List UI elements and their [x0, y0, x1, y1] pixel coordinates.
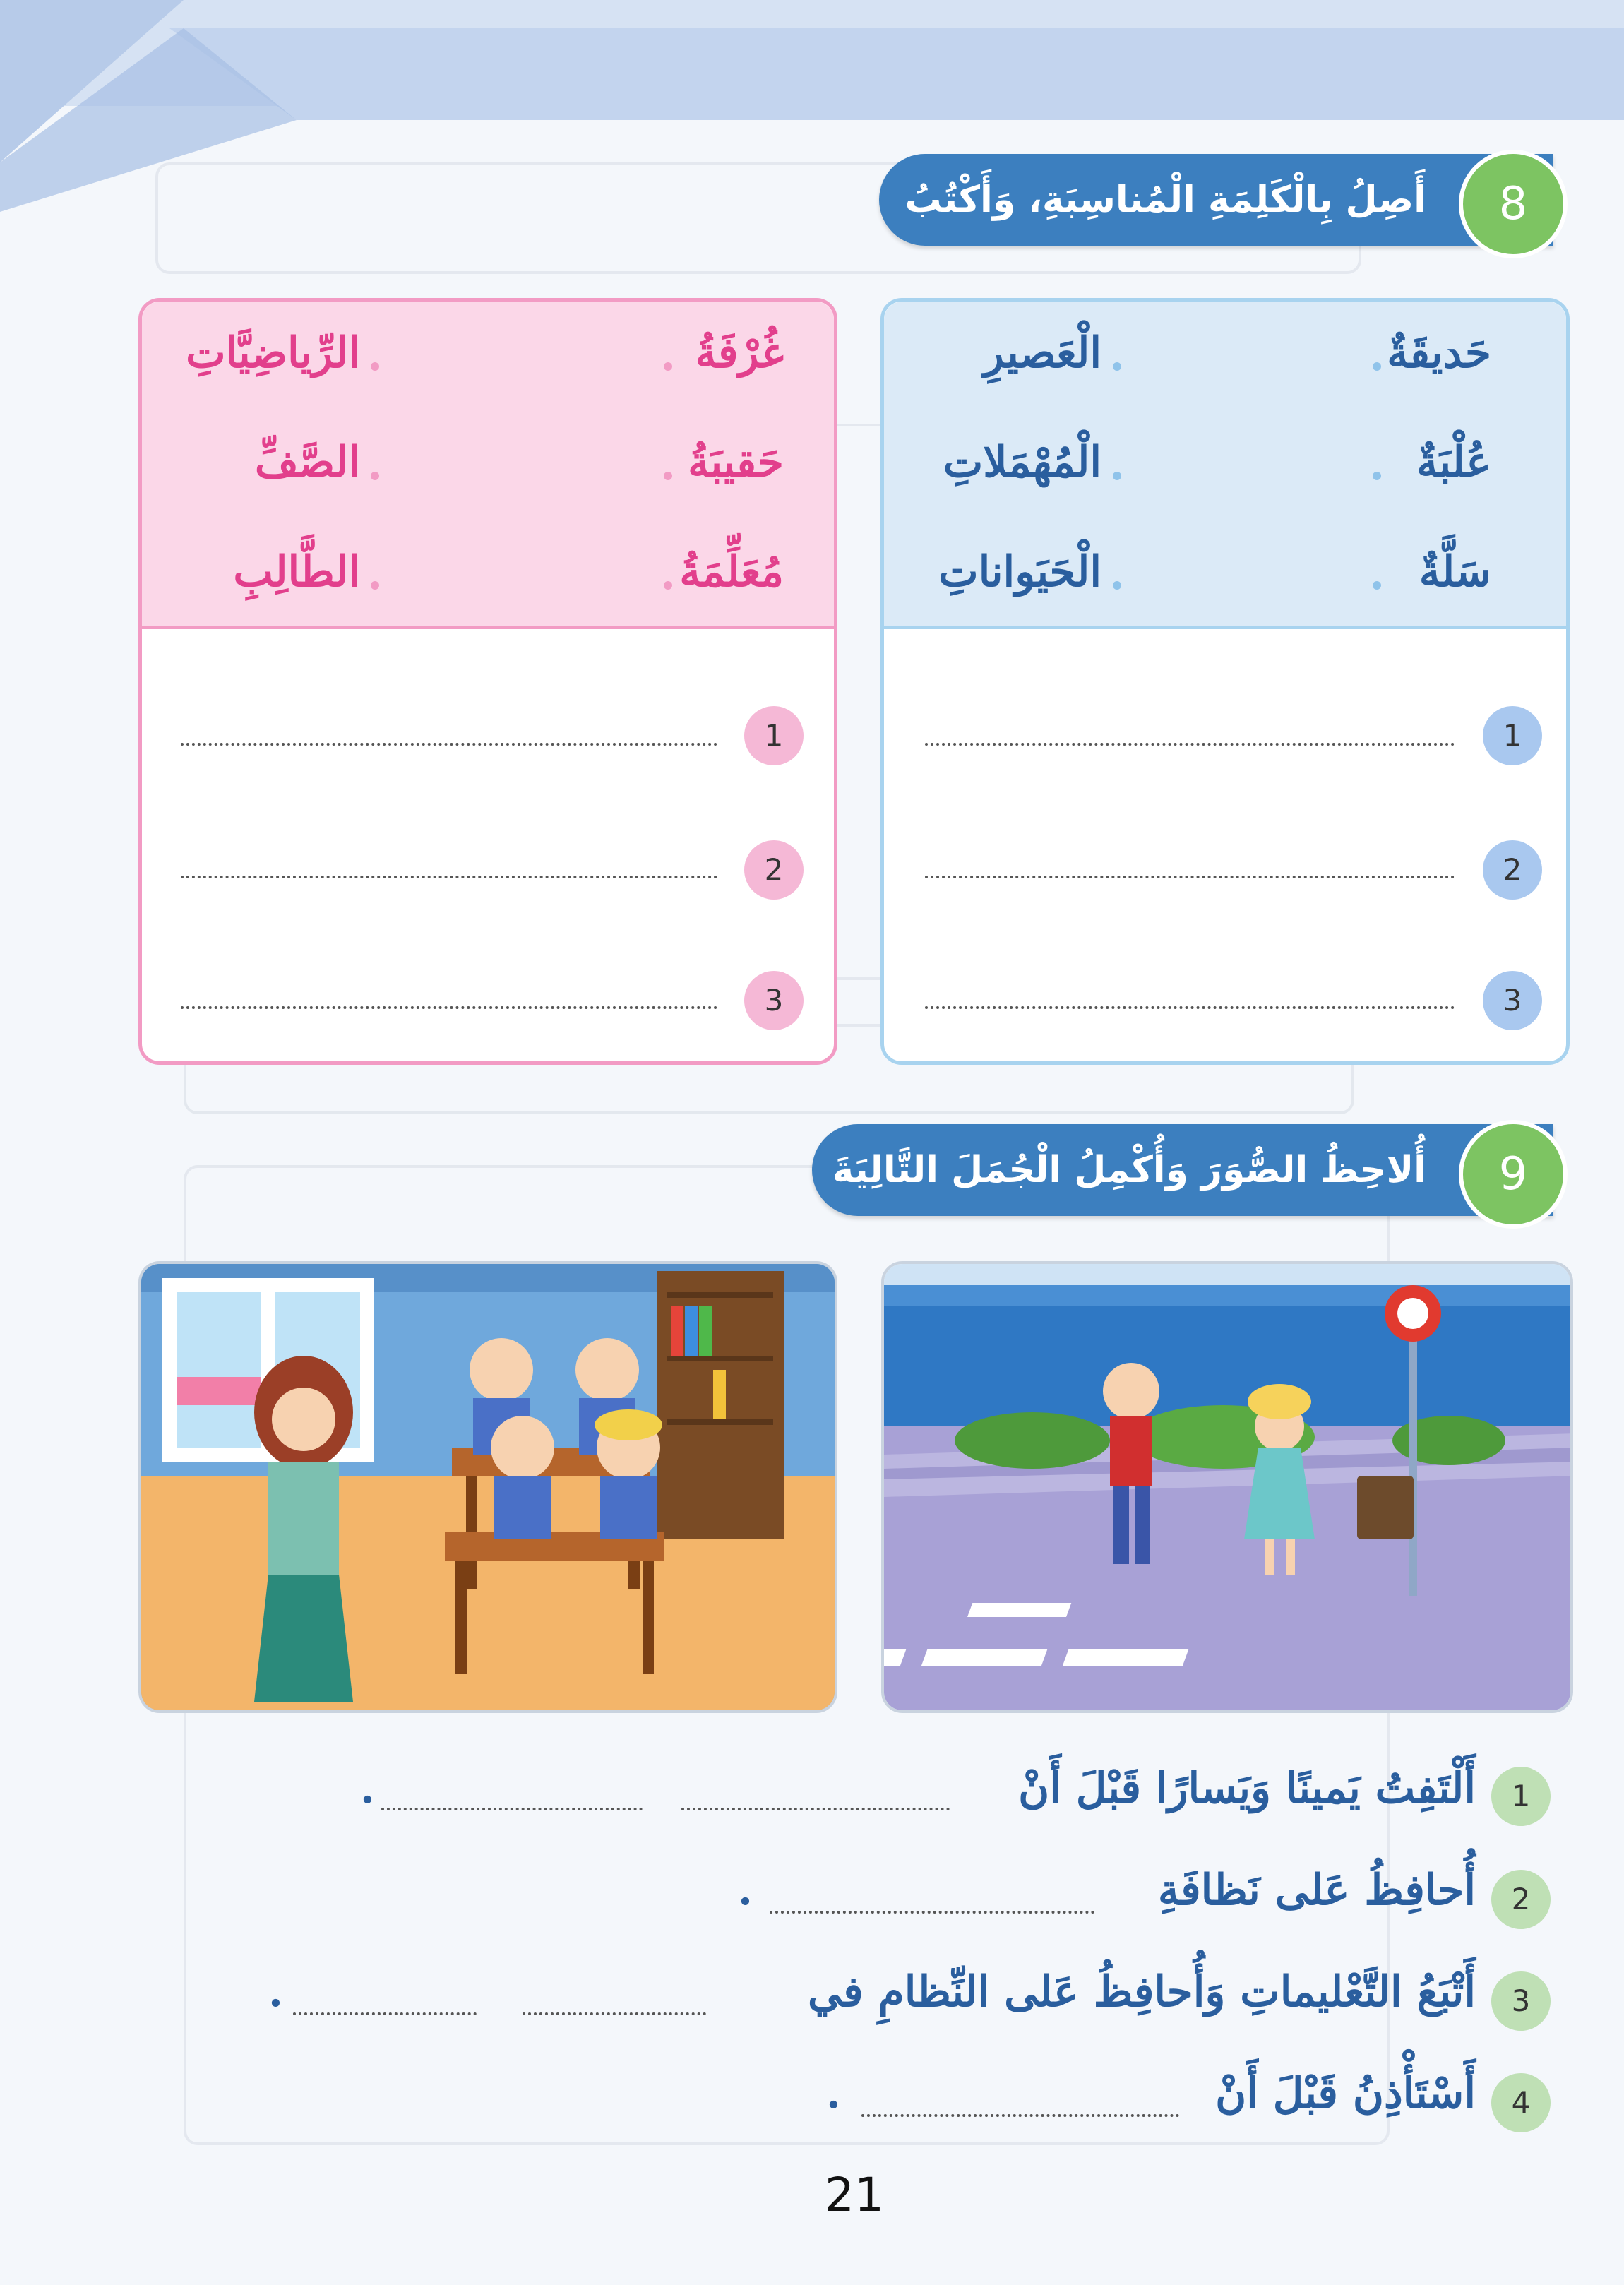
matching-box-blue	[880, 298, 1570, 1065]
sentence-1-text: أَلْتَفِتُ يَمينًا وَيَسارًا قَبْلَ أَنْ	[1018, 1764, 1476, 1813]
answer-line[interactable]	[181, 1006, 717, 1009]
word-muallima: مُعَلِّمَةُ	[679, 547, 784, 597]
word-ulba: عُلْبَةٌ	[1416, 438, 1491, 487]
line-number-badge: 1	[1483, 706, 1542, 765]
answer-line[interactable]	[925, 743, 1455, 746]
sentence-3-text: أَتْبَعُ التَّعْليماتِ وَأُحافِظُ عَلى النِّظامِ في	[808, 1967, 1476, 2017]
sentence-end-dot: .	[268, 1967, 283, 2017]
match-dot[interactable]	[371, 362, 379, 371]
match-dot[interactable]	[371, 581, 379, 590]
sentence-end-dot: .	[738, 1866, 753, 1915]
line-number-badge: 1	[744, 706, 804, 765]
sentence-number-badge: 2	[1491, 1870, 1551, 1929]
sentence-number-badge: 4	[1491, 2073, 1551, 2132]
sentence-4-text: أَسْتَأْذِنُ قَبْلَ أَنْ	[1215, 2069, 1476, 2118]
match-dot[interactable]	[1113, 581, 1121, 590]
answer-line[interactable]	[293, 2012, 477, 2015]
answer-line[interactable]	[181, 876, 717, 878]
word-hadiqa: حَديقَةٌ	[1387, 328, 1491, 378]
sentence-end-dot: .	[826, 2069, 841, 2118]
word-al-hayawanat: الْحَيَواناتِ	[938, 547, 1101, 597]
word-haqiba: حَقيبَةُ	[688, 438, 784, 487]
match-dot[interactable]	[1113, 472, 1121, 480]
exercise-8-header	[879, 154, 1553, 246]
answer-line[interactable]	[681, 1808, 950, 1810]
exercise-9-header	[812, 1124, 1553, 1216]
word-ar-riyadiyyat: الرِّياضِيَّاتِ	[186, 328, 360, 378]
sentence-number-badge: 3	[1491, 1971, 1551, 2031]
answer-line[interactable]	[181, 743, 717, 746]
street-scene-illustration	[881, 1261, 1573, 1713]
exercise-9-number: 9	[1459, 1120, 1568, 1229]
match-dot[interactable]	[664, 581, 672, 590]
word-as-saff: الصَّفِّ	[254, 438, 360, 487]
sentence-end-dot: .	[360, 1764, 375, 1813]
exercise-8-number: 8	[1459, 150, 1568, 258]
exercise-9-title: أُلاحِظُ الصُّوَرَ وَأُكْمِلُ الْجُمَلَ التَّالِيَةَ	[832, 1149, 1426, 1191]
answer-line[interactable]	[861, 2114, 1179, 2117]
word-salla: سَلَّةٌ	[1419, 547, 1491, 597]
match-dot[interactable]	[1113, 362, 1121, 371]
match-dot[interactable]	[1373, 581, 1381, 590]
line-number-badge: 2	[744, 840, 804, 900]
exercise-8-title: أَصِلُ بِالْكَلِمَةِ الْمُناسِبَةِ، وَأَكْتُبُ	[904, 179, 1426, 221]
word-ghurfa: غُرْفَةُ	[695, 328, 784, 378]
answer-line[interactable]	[770, 1911, 1094, 1914]
match-dot[interactable]	[1373, 362, 1381, 371]
classroom-illustration	[138, 1261, 837, 1713]
word-at-talib: الطَّالِبِ	[233, 547, 360, 597]
word-al-muhmalat: الْمُهْمَلاتِ	[943, 438, 1101, 487]
answer-line[interactable]	[523, 2012, 706, 2015]
line-number-badge: 3	[1483, 971, 1542, 1030]
word-al-asir: الْعَصيرِ	[983, 328, 1101, 378]
answer-line[interactable]	[381, 1808, 643, 1810]
match-dot[interactable]	[664, 472, 672, 480]
line-number-badge: 2	[1483, 840, 1542, 900]
answer-line[interactable]	[925, 876, 1455, 878]
answer-line[interactable]	[925, 1006, 1455, 1009]
match-dot[interactable]	[664, 362, 672, 371]
match-dot[interactable]	[371, 472, 379, 480]
sentence-number-badge: 1	[1491, 1767, 1551, 1826]
sentence-2-text: أُحافِظُ عَلى نَظافَةِ	[1157, 1866, 1476, 1915]
page-number: 21	[825, 2168, 884, 2222]
line-number-badge: 3	[744, 971, 804, 1030]
match-dot[interactable]	[1373, 472, 1381, 480]
matching-box-pink	[138, 298, 837, 1065]
